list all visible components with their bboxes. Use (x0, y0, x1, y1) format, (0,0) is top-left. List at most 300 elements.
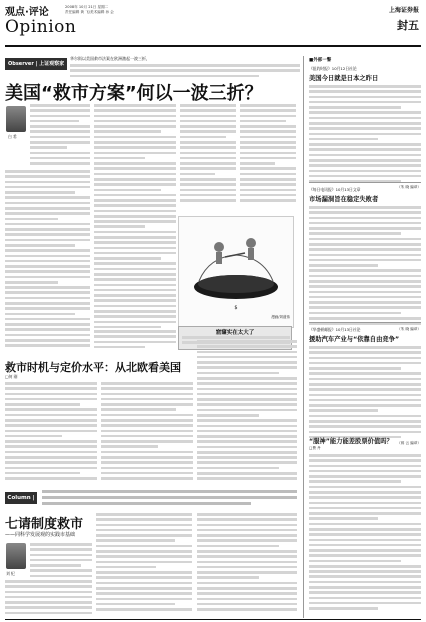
text-line (5, 430, 97, 433)
text-line (309, 170, 421, 173)
text-line (197, 524, 297, 527)
text-line (5, 435, 62, 438)
text-line (94, 247, 176, 250)
text-line (197, 356, 297, 359)
text-line (96, 545, 192, 548)
text-line (94, 178, 176, 181)
text-line (96, 529, 192, 532)
text-line (96, 592, 192, 595)
text-line (309, 539, 421, 542)
text-line (197, 435, 297, 438)
text-line (5, 328, 90, 331)
text-line (309, 346, 421, 349)
text-line (309, 217, 421, 220)
text-line (240, 189, 296, 192)
text-line (94, 120, 176, 123)
text-line (309, 96, 421, 99)
text-line (197, 587, 297, 590)
text-line (309, 101, 421, 104)
text-line (197, 340, 297, 343)
article-body-column (197, 513, 297, 613)
text-line (94, 231, 176, 234)
text-line (101, 467, 193, 470)
text-line (96, 518, 192, 521)
text-line (94, 310, 176, 313)
text-line (5, 170, 90, 173)
text-line (309, 238, 421, 241)
text-line (180, 194, 236, 197)
text-line (180, 115, 236, 118)
cartoon-illustration (178, 216, 294, 328)
text-line (94, 215, 176, 218)
text-line (309, 399, 421, 402)
text-line (309, 425, 421, 428)
text-line (197, 409, 297, 412)
article-headline: 救市时机与定价水平：从北欧看美国 (5, 361, 181, 374)
text-line (197, 576, 259, 579)
abroad-item (309, 178, 421, 332)
article-body-column (94, 104, 176, 331)
text-line (101, 393, 193, 396)
text-line (101, 398, 193, 401)
text-line (197, 440, 297, 443)
text-line (30, 575, 92, 578)
text-line (309, 362, 421, 365)
text-line (240, 130, 296, 133)
text-line (5, 408, 97, 411)
text-line (94, 189, 161, 192)
text-line (309, 357, 421, 360)
text-line (197, 446, 297, 449)
text-line (197, 545, 279, 548)
text-line (197, 477, 297, 480)
text-line (30, 130, 90, 133)
text-line (197, 529, 297, 532)
text-line (30, 104, 90, 107)
text-line (30, 136, 90, 139)
text-line (180, 125, 236, 128)
text-line (197, 534, 297, 537)
text-line (101, 414, 193, 417)
text-line (240, 199, 296, 202)
text-line (197, 451, 297, 454)
text-line (309, 560, 401, 563)
text-line (197, 566, 297, 569)
text-line (5, 419, 97, 422)
item-title: 市场漏洞旨在稳定失败者 (309, 196, 379, 203)
text-line (309, 602, 421, 605)
text-line (5, 445, 97, 448)
text-line (240, 104, 296, 107)
article-body-column (180, 104, 236, 204)
text-line (309, 409, 378, 412)
text-line (5, 424, 97, 427)
text-line (197, 425, 297, 428)
text-line (5, 323, 90, 326)
abroad-item (309, 66, 421, 190)
text-line (96, 576, 192, 579)
text-line (309, 475, 421, 478)
text-line (5, 334, 90, 337)
text-line (30, 125, 90, 128)
text-line (180, 178, 236, 181)
text-line (309, 415, 421, 418)
text-line (5, 281, 58, 284)
text-line (96, 534, 192, 537)
text-line (197, 361, 297, 364)
text-line (5, 302, 90, 305)
text-line (197, 598, 297, 601)
text-line (309, 285, 421, 288)
text-line (309, 90, 421, 93)
text-line (197, 393, 297, 396)
text-line (5, 313, 75, 316)
text-line (197, 419, 297, 422)
text-line (5, 175, 90, 178)
text-line (197, 539, 297, 542)
text-line (197, 456, 297, 459)
text-line (96, 550, 192, 553)
text-line (96, 598, 192, 601)
page-label: 封五 (397, 19, 419, 32)
text-line (309, 431, 421, 434)
text-line (197, 403, 297, 406)
column-headline: 七请制度救市 (5, 517, 84, 532)
text-line (94, 294, 176, 297)
text-line (5, 596, 92, 599)
text-line (5, 276, 90, 279)
text-line (5, 228, 90, 231)
text-line (309, 465, 421, 468)
text-line (309, 122, 421, 125)
article-body (309, 454, 421, 612)
text-line (42, 496, 297, 499)
text-line (180, 199, 236, 202)
svg-text:$: $ (234, 305, 238, 311)
text-line (5, 255, 90, 258)
text-line (180, 167, 236, 170)
text-line (309, 528, 421, 531)
item-credit: （蒋 云 编译） (397, 441, 421, 446)
text-line (309, 420, 421, 423)
text-line (94, 262, 176, 265)
section-name: 观点·评论 (5, 7, 49, 18)
text-line (309, 383, 421, 386)
text-line (5, 414, 97, 417)
text-line (240, 136, 296, 139)
text-line (240, 115, 296, 118)
text-line (101, 382, 193, 385)
main-headline: 美国“救市方案”何以一波三折？ (5, 83, 263, 104)
column-lede (42, 490, 297, 508)
text-line (94, 125, 176, 128)
text-line (5, 393, 97, 396)
text-line (197, 388, 297, 391)
text-line (5, 244, 75, 247)
text-line (240, 146, 296, 149)
text-line (94, 109, 176, 112)
text-line (94, 146, 176, 149)
text-line (197, 603, 297, 606)
text-line (309, 491, 421, 494)
author-name: 刘 纪 (6, 571, 15, 576)
text-line (309, 264, 378, 267)
text-line (101, 430, 193, 433)
column-section-tag: Column | 专栏 (5, 492, 37, 504)
text-line (197, 555, 297, 558)
text-line (309, 148, 421, 151)
text-line (180, 152, 236, 155)
text-line (5, 286, 90, 289)
text-line (197, 513, 297, 516)
text-line (30, 162, 90, 165)
text-line (197, 592, 297, 595)
text-line (240, 194, 296, 197)
text-line (30, 543, 92, 546)
text-line (94, 167, 176, 170)
text-line (96, 539, 175, 542)
text-line (309, 243, 421, 246)
text-line (309, 117, 421, 120)
text-line (5, 270, 90, 273)
item-title: 援助汽车产业与“依靠自由竞争” (309, 336, 400, 343)
article-body-column (5, 580, 92, 617)
text-line (309, 254, 421, 257)
text-line (94, 157, 145, 160)
text-line (94, 268, 176, 271)
text-line (94, 141, 176, 144)
item-source: 《每日电讯报》10月13日文章 (309, 187, 361, 192)
text-line (180, 141, 236, 144)
article-body-column (5, 382, 97, 482)
text-line (5, 606, 92, 609)
text-line (309, 581, 421, 584)
text-line (309, 570, 421, 573)
text-line (309, 291, 421, 294)
newspaper-name: 上海证券报 (388, 7, 419, 14)
text-line (96, 582, 192, 585)
text-line (96, 513, 192, 516)
text-line (5, 239, 90, 242)
text-line (182, 336, 290, 339)
text-line (94, 152, 176, 155)
text-line (42, 502, 251, 505)
text-line (5, 297, 90, 300)
text-line (309, 159, 421, 162)
text-line (309, 404, 421, 407)
text-line (5, 456, 97, 459)
article-body-column (96, 513, 192, 613)
text-line (96, 571, 192, 574)
text-line (309, 111, 421, 114)
abroad-item (309, 318, 421, 446)
text-line (70, 75, 259, 78)
text-line (5, 472, 80, 475)
text-line (5, 202, 90, 205)
text-line (101, 435, 193, 438)
text-line (309, 565, 421, 568)
text-line (94, 305, 176, 308)
text-line (197, 345, 297, 348)
text-line (309, 378, 421, 381)
text-line (197, 472, 297, 475)
text-line (94, 236, 176, 239)
cartoon-credit: 漫画/刘道伟 (271, 315, 290, 319)
masthead (5, 3, 421, 47)
text-line (5, 318, 90, 321)
text-line (5, 191, 75, 194)
text-line (309, 296, 421, 299)
text-line (42, 490, 297, 493)
text-line (94, 104, 176, 107)
text-line (197, 461, 297, 464)
text-line (240, 125, 296, 128)
text-line (101, 451, 193, 454)
text-line (309, 164, 421, 167)
right-column (303, 56, 421, 618)
text-line (180, 183, 236, 186)
text-line (309, 512, 421, 515)
text-line (197, 608, 297, 611)
text-line (94, 194, 176, 197)
text-line (96, 561, 192, 564)
text-line (309, 533, 421, 536)
text-line (94, 241, 176, 244)
text-line (309, 470, 421, 473)
text-line (96, 524, 192, 527)
item-title: 美国今日就是日本之昨日 (309, 75, 379, 82)
text-line (309, 227, 421, 230)
text-line (309, 275, 421, 278)
text-line (94, 130, 161, 133)
text-line (309, 554, 421, 557)
text-line (30, 152, 90, 155)
text-line (309, 544, 421, 547)
text-line (197, 561, 297, 564)
text-line (180, 146, 236, 149)
text-line (240, 120, 286, 123)
text-line (309, 496, 421, 499)
abroad-section-label: ■外部一瞥 (309, 58, 332, 63)
text-line (5, 186, 90, 189)
cartoon-title: 窟窿实在太大了 (215, 330, 255, 336)
text-line (180, 104, 236, 107)
text-line (5, 218, 58, 221)
text-line (309, 133, 421, 136)
text-line (5, 196, 90, 199)
text-line (94, 136, 176, 139)
observer-section-tag: Observer | 上证观察家 (5, 58, 67, 70)
text-line (96, 608, 192, 611)
item-credit: （朱 晓 编译） (397, 185, 421, 190)
text-line (180, 120, 236, 123)
text-line (240, 109, 296, 112)
text-line (5, 291, 90, 294)
column-subhead: ——同科学发展观的实践市基础 (5, 532, 76, 538)
text-line (96, 555, 192, 558)
text-line (309, 143, 421, 146)
text-line (5, 440, 97, 443)
text-line (197, 372, 279, 375)
masthead-divider (5, 45, 421, 47)
text-line (240, 162, 275, 165)
text-line (30, 564, 81, 567)
text-line (94, 115, 176, 118)
text-line (94, 289, 176, 292)
editor-credit: 责任编辑 黄 飞/美术编辑 孙 会 (65, 10, 114, 15)
item-source: 《纽约时报》10月12日社论 (309, 66, 357, 71)
text-line (94, 341, 176, 344)
text-line (30, 157, 90, 160)
text-line (309, 372, 421, 375)
text-line (309, 232, 401, 235)
text-line (94, 162, 176, 165)
text-line (96, 603, 175, 606)
text-line (30, 559, 92, 562)
text-line (309, 454, 421, 457)
text-line (30, 141, 90, 144)
text-line (5, 477, 97, 480)
text-line (197, 414, 259, 417)
text-line (94, 330, 176, 333)
text-line (309, 591, 421, 594)
text-line (5, 339, 90, 342)
text-line (5, 382, 97, 385)
text-line (94, 284, 176, 287)
section-name-english: Opinion (5, 17, 77, 37)
text-line (240, 141, 296, 144)
text-line (5, 181, 90, 184)
text-line (309, 459, 421, 462)
text-line (101, 387, 193, 390)
text-line (94, 278, 176, 281)
issue-date: 2008年 10月 21日 星期二 (65, 5, 109, 9)
text-line (180, 130, 236, 133)
article-body-column (101, 382, 193, 482)
item-credit: （朱 晓 编译） (397, 327, 421, 332)
text-line (309, 106, 401, 109)
text-line (197, 382, 297, 385)
text-line (309, 85, 421, 88)
text-line (94, 257, 161, 260)
text-line (309, 367, 401, 370)
text-line (70, 64, 300, 67)
text-line (240, 157, 296, 160)
text-line (309, 486, 421, 489)
author-photo (6, 106, 26, 132)
text-line (94, 173, 176, 176)
text-line (30, 115, 90, 118)
text-line (309, 248, 421, 251)
text-line (5, 249, 90, 252)
text-line (101, 456, 193, 459)
text-line (180, 189, 236, 192)
text-line (101, 445, 158, 448)
text-line (5, 403, 80, 406)
text-line (94, 204, 176, 207)
text-line (309, 388, 421, 391)
text-line (309, 301, 421, 304)
article-byline: □何 刚 (5, 374, 18, 379)
text-line (94, 273, 176, 276)
text-line (101, 461, 193, 464)
text-line (101, 477, 193, 480)
text-line (30, 109, 90, 112)
cartoon-drawing (179, 217, 293, 327)
text-line (5, 398, 97, 401)
text-line (30, 120, 79, 123)
text-line (5, 467, 97, 470)
